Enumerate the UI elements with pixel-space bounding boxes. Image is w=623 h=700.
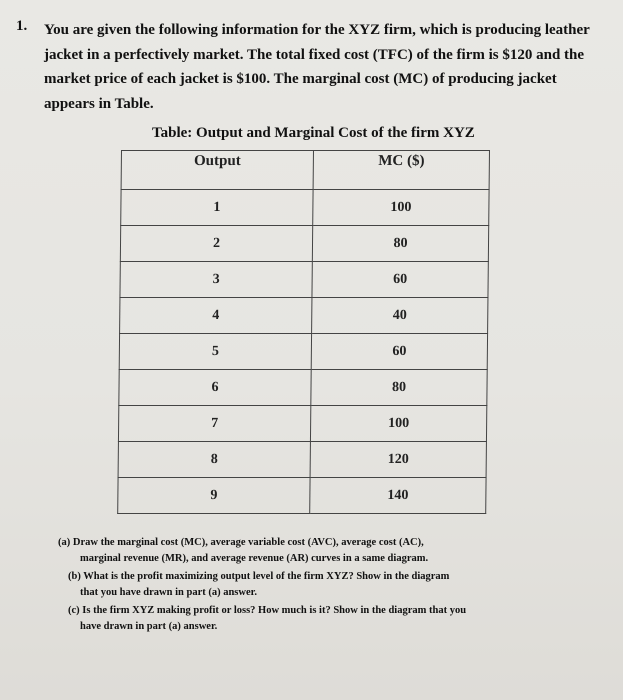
mc-cell: 40 xyxy=(312,298,488,334)
question-line: market price of each jacket is $100. The marginal cost (MC) of producing jacket xyxy=(44,71,557,87)
subquestion-line: (a) Draw the marginal cost (MC), average variable cost (AVC), average cost (AC), xyxy=(58,537,424,548)
question-number: 1. xyxy=(16,18,28,34)
question-line: appears in Table. xyxy=(44,95,154,112)
mc-cell: 100 xyxy=(313,190,489,226)
subquestions xyxy=(58,535,558,634)
table-row xyxy=(118,478,486,514)
question-text xyxy=(44,18,589,116)
mc-cell: 80 xyxy=(311,370,487,406)
subquestion-line: (b) What is the profit maximizing output level of the firm XYZ? Show in the diagram xyxy=(68,571,450,582)
output-cell: 6 xyxy=(119,370,311,406)
table-row xyxy=(119,370,487,406)
subquestion-line: that you have drawn in part (a) answer. xyxy=(80,586,257,598)
subquestion-line: marginal revenue (MR), and average revenue (AR) curves in a same diagram. xyxy=(80,552,429,564)
table-row xyxy=(120,262,488,298)
mc-cell: 120 xyxy=(310,442,486,478)
header-output: Output xyxy=(121,151,313,190)
output-cell: 7 xyxy=(118,406,310,442)
output-cell: 5 xyxy=(119,334,311,370)
subquestion-a xyxy=(58,535,558,566)
header-mc: MC ($) xyxy=(313,151,489,190)
output-cell: 1 xyxy=(121,190,313,226)
output-cell: 3 xyxy=(120,262,312,298)
output-mc-table xyxy=(117,150,490,514)
table-row xyxy=(118,406,486,442)
table-row xyxy=(120,226,488,262)
question-line: You are given the following information for the XYZ firm, which is producing leather xyxy=(44,22,590,38)
table-row xyxy=(120,298,488,334)
subquestion-c xyxy=(58,603,558,634)
mc-cell: 60 xyxy=(311,334,487,370)
table-header-row xyxy=(121,151,489,190)
mc-cell: 100 xyxy=(310,406,486,442)
table-row xyxy=(121,190,489,226)
mc-cell: 60 xyxy=(312,262,488,298)
output-cell: 2 xyxy=(120,226,312,262)
mc-cell: 140 xyxy=(310,478,486,514)
table-caption: Table: Output and Marginal Cost of the firm XYZ xyxy=(152,125,475,141)
subquestion-line: (c) Is the firm XYZ making profit or loss? How much is it? Show in the diagram that you xyxy=(68,605,467,616)
subquestion-line: have drawn in part (a) answer. xyxy=(80,620,218,632)
mc-cell: 80 xyxy=(312,226,488,262)
output-cell: 8 xyxy=(118,442,310,478)
subquestion-b xyxy=(58,569,558,600)
output-cell: 9 xyxy=(118,478,310,514)
output-cell: 4 xyxy=(120,298,312,334)
table-row xyxy=(119,334,487,370)
question-line: jacket in a perfectively market. The total fixed cost (TFC) of the firm is $120 and the xyxy=(44,46,585,63)
table-row xyxy=(118,442,486,478)
